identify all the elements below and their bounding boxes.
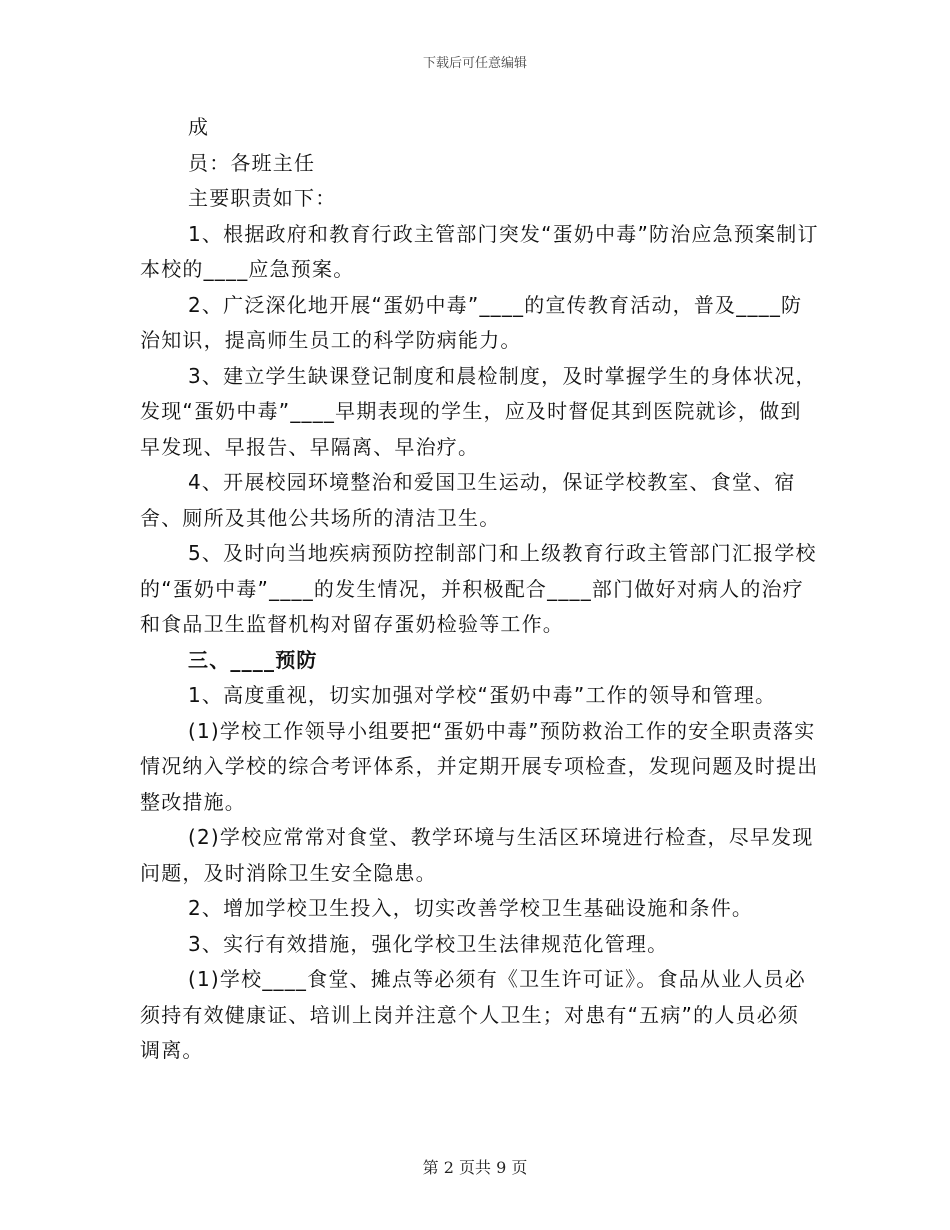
paragraph: 2、广泛深化地开展“蛋奶中毒”____的宣传教育活动，普及____防治知识，提高师生员工的科学防病能力。	[140, 292, 803, 352]
paragraph: 成	[188, 115, 210, 139]
paragraph: 3、实行有效措施，强化学校卫生法律规范化管理。	[188, 931, 669, 956]
section-heading: 三、____预防	[188, 647, 318, 672]
document-body	[140, 110, 820, 1069]
paragraph: (2)学校应常常对食堂、教学环境与生活区环境进行检查，尽早发现问题，及时消除卫生安全隐患。	[140, 825, 814, 885]
paragraph: (1)学校____食堂、摊点等必须有《卫生许可证》。食品从业人员必须持有效健康证、培训上岗并注意个人卫生；对患有“五病”的人员必须调离。	[140, 967, 806, 1062]
paragraph: 主要职责如下：	[188, 186, 337, 210]
paragraph: 4、开展校园环境整治和爱国卫生运动，保证学校教室、食堂、宿舍、厕所及其他公共场所的清洁卫生。	[140, 470, 796, 530]
paragraph: 1、根据政府和教育行政主管部门突发“蛋奶中毒”防治应急预案制订本校的____应急预案。	[140, 221, 819, 281]
paragraph: 5、及时向当地疾病预防控制部门和上级教育行政主管部门汇报学校的“蛋奶中毒”____的发生情况，并积极配合____部门做好对病人的治疗和食品卫生监督机构对留存蛋奶检验等工作。	[140, 541, 817, 636]
page-header: 下载后可任意编辑	[422, 56, 527, 71]
paragraph: 1、高度重视，切实加强对学校“蛋奶中毒”工作的领导和管理。	[188, 683, 777, 707]
page-footer: 第 2 页共 9 页	[422, 1158, 528, 1177]
paragraph: 员：各班主任	[188, 150, 316, 175]
paragraph: (1)学校工作领导小组要把“蛋奶中毒”预防救治工作的安全职责落实情况纳入学校的综合考评体系，并定期开展专项检查，发现问题及时提出整改措施。	[140, 718, 819, 814]
paragraph: 3、建立学生缺课登记制度和晨检制度，及时掌握学生的身体状况，发现“蛋奶中毒”____早期表现的学生，应及时督促其到医院就诊，做到早发现、早报告、早隔离、早治疗。	[140, 363, 817, 459]
paragraph: 2、增加学校卫生投入，切实改善学校卫生基础设施和条件。	[188, 896, 754, 920]
